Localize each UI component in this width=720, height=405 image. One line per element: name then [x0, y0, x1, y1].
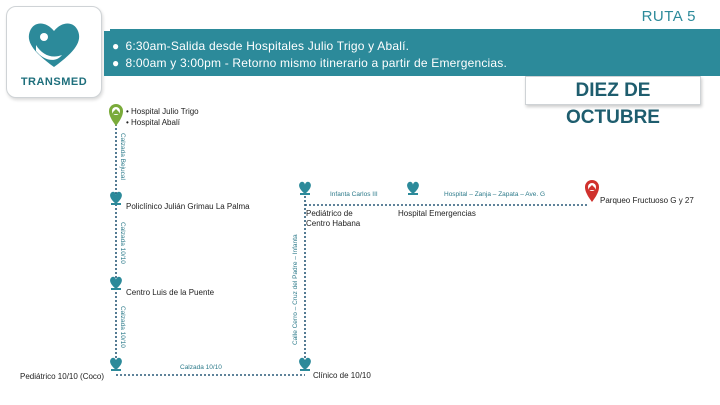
stop-label: Centro Luis de la Puente: [126, 288, 215, 297]
stop-marker-icon: [110, 358, 122, 371]
road-label: Calzada 10/10: [180, 364, 222, 371]
stop-marker-icon: [407, 182, 419, 195]
schedule-line: ● 8:00am y 3:00pm - Retorno mismo itinerario a partir de Emergencias.: [112, 56, 508, 70]
stop-label: Parqueo Fructuoso G y 27: [600, 196, 694, 205]
stop-marker-icon: [299, 358, 311, 371]
stop-label-start: • Hospital Julio Trigo: [126, 107, 199, 116]
stop-label: Pediátrico de: [306, 209, 353, 218]
bullet-icon: ●: [112, 39, 120, 53]
road-label: Calzada 10/10: [119, 306, 126, 348]
stop-label: Centro Habana: [306, 219, 361, 228]
stop-marker-icon: [299, 182, 311, 195]
stop-label: Pediátrico 10/10 (Coco): [20, 372, 105, 381]
road-label: Calzada Bejucal: [119, 133, 126, 180]
start-location-pin-icon: [109, 104, 123, 126]
stop-label: Policlínico Julián Grimau La Palma: [126, 202, 250, 211]
stop-marker-icon: [110, 277, 122, 290]
road-label: Hospital – Zanja – Zapata – Ave. G: [444, 191, 546, 198]
road-label: Infanta Carlos III: [330, 191, 378, 198]
road-label: Calle Cerro – Cruz del Padre – Infanta: [292, 234, 299, 345]
road-label: Calzada 10/10: [119, 222, 126, 264]
zone-title: DIEZ DE OCTUBRE: [525, 76, 701, 105]
end-location-pin-icon: [585, 180, 599, 202]
brand-name: TRANSMED: [20, 76, 88, 88]
schedule-line: ● 6:30am-Salida desde Hospitales Julio Trigo y Abalí.: [112, 39, 410, 53]
stop-label: Hospital Emergencias: [398, 209, 476, 218]
stop-label-start: • Hospital Abalí: [126, 118, 180, 127]
route-title: RUTA 5: [641, 8, 696, 25]
bullet-icon: ●: [112, 56, 120, 70]
stop-label: Clínico de 10/10: [313, 371, 371, 380]
